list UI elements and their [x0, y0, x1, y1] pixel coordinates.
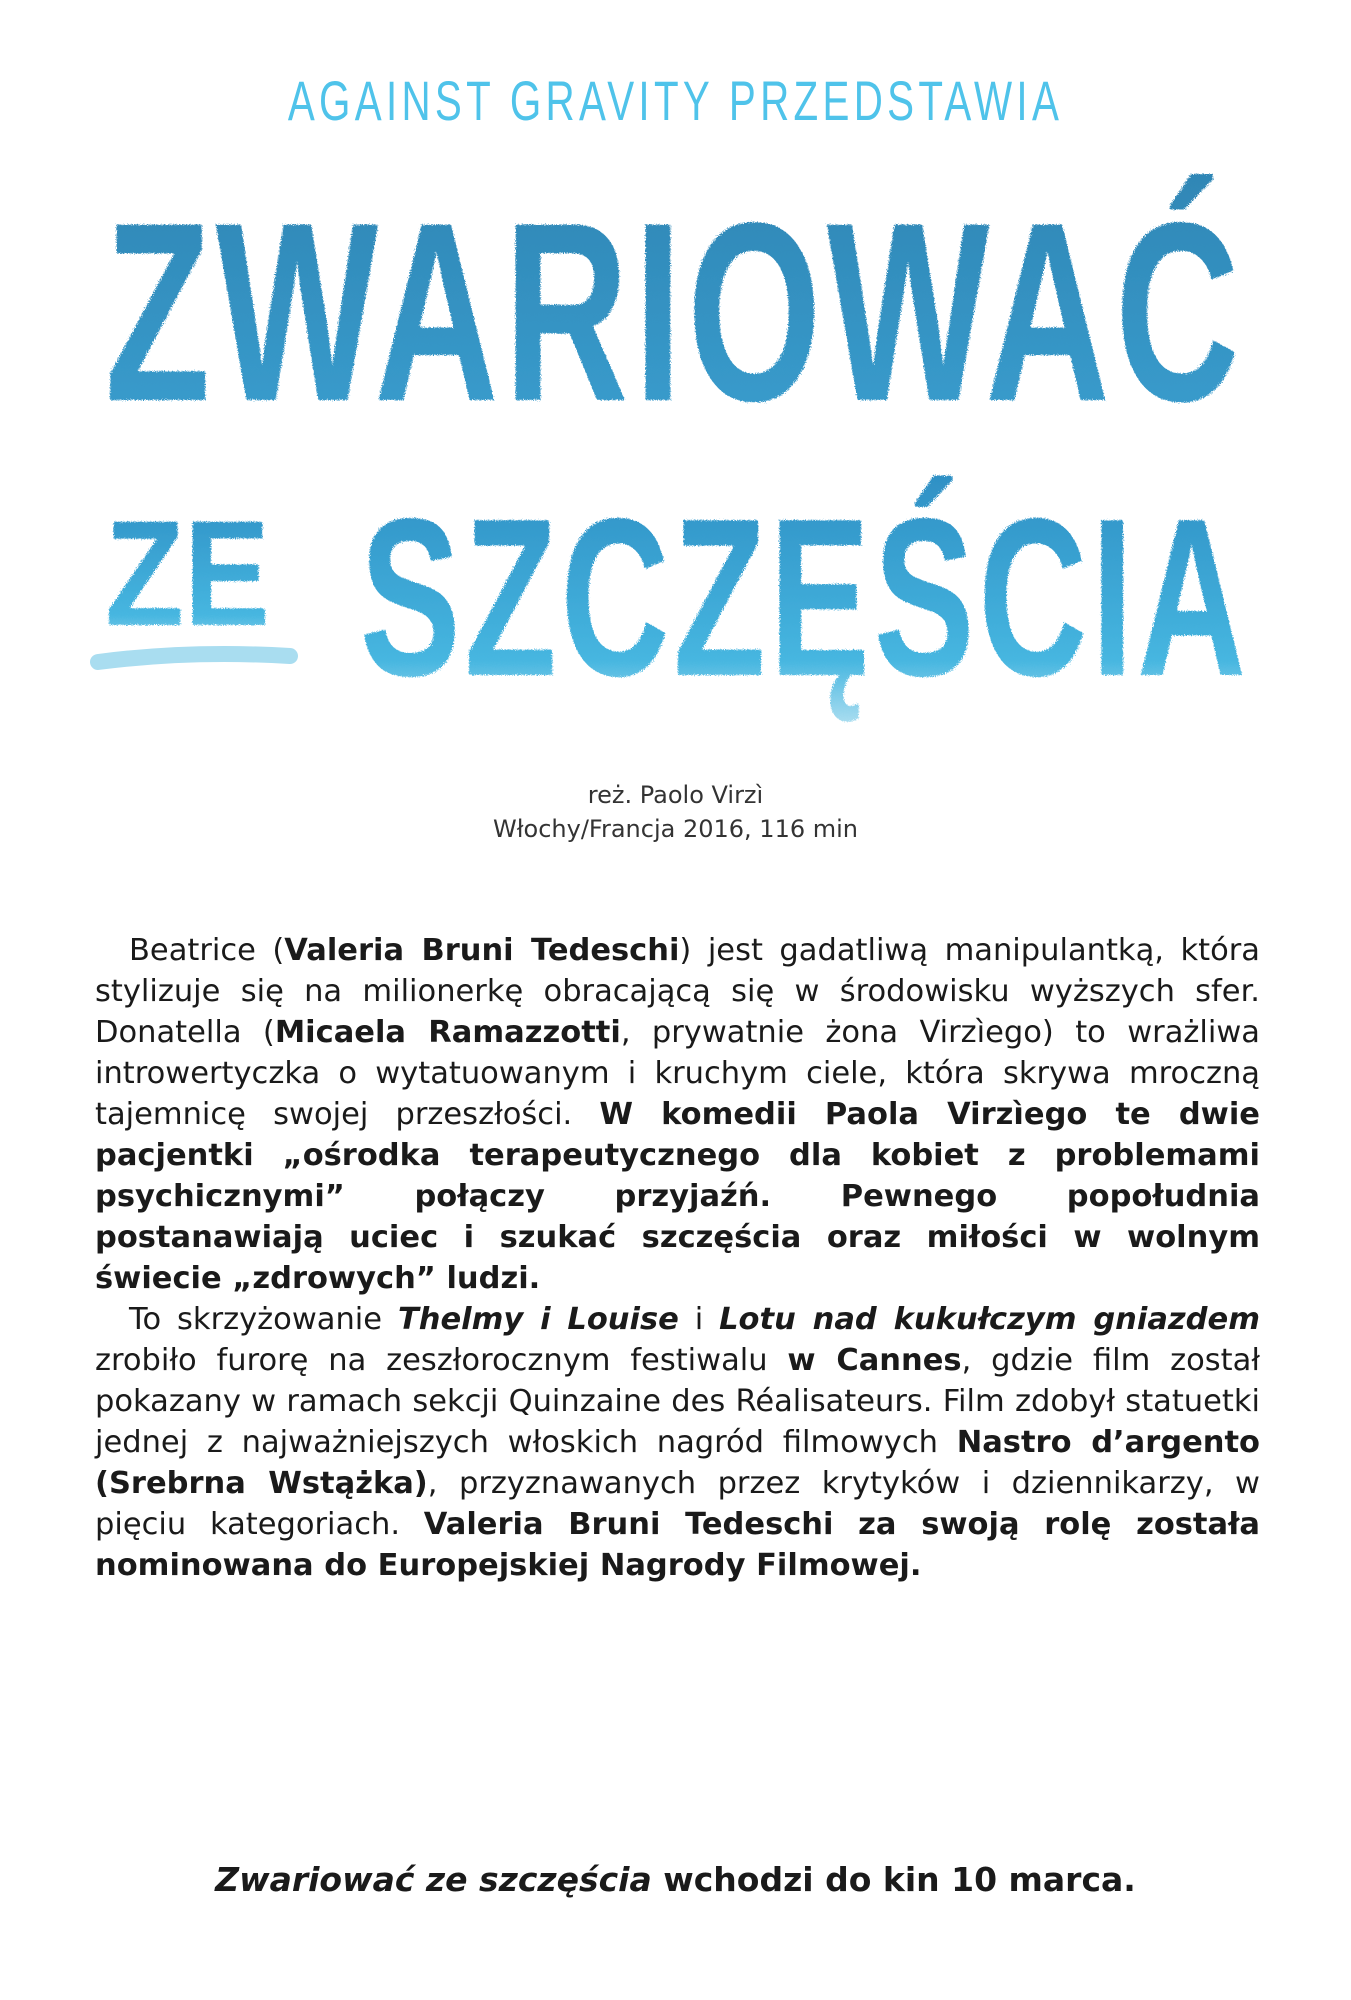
text-run: Valeria Bruni Tedeschi: [284, 933, 680, 968]
credits: [0, 778, 1351, 846]
text-run: Nastro d’argento (Srebrna Wstążka): [95, 1425, 1260, 1501]
release-date-text: wchodzi do kin 10 marca.: [651, 1860, 1136, 1899]
text-run: W komedii Paola Virzìego te dwie pacjentki „ośrodka terapeutycznego dla kobiet z problemami psychicznymi” połączy przyjaźń. Pewnego popołudnia postanawiają uciec i szukać szczęścia oraz miłości w wolnym świecie „zdrowych” ludzi.: [95, 1097, 1260, 1296]
film-title-lettering: [0, 150, 1351, 750]
release-film-title: Zwariować ze szczęścia: [215, 1860, 652, 1899]
text-run: ) jest gadatliwą manipulantką, która stylizuje się na milionerkę obracającą się w środowisku wyższych sfer. Donatella (: [95, 933, 1260, 1050]
description-paragraph-2: [95, 1299, 1260, 1586]
title-line-1: ZWARIOWAĆ: [105, 170, 1245, 455]
text-run: Micaela Ramazzotti: [274, 1015, 621, 1050]
text-run: w Cannes: [787, 1343, 962, 1378]
text-run: Beatrice (: [129, 933, 285, 968]
title-line-2-szczescia: SZCZĘŚCIA: [360, 471, 1250, 723]
text-run: Lotu nad kukułczym gniazdem: [719, 1302, 1260, 1337]
text-run: , gdzie film został pokazany w ramach sekcji Quinzaine des Réalisateurs. Film zdobył statuetki jednej z najważniejszych włoskich nagród filmowych: [95, 1343, 1260, 1460]
text-run: zrobiło furorę na zeszłorocznym festiwalu: [95, 1343, 788, 1378]
text-run: , prywatnie żona Virzìego) to wrażliwa introwertyczka o wytatuowanym i kruchym ciele, która skrywa mroczną tajemnicę swojej przeszłości.: [95, 1015, 1260, 1132]
text-run: i: [678, 1302, 720, 1337]
film-description: [95, 930, 1260, 1586]
title-line-2-ze: ZE: [105, 489, 270, 657]
director-credit: reż. Paolo Virzì: [587, 781, 764, 809]
presenter-line: AGAINST GRAVITY PRZEDSTAWIA: [287, 69, 1064, 132]
production-info: Włochy/Francja 2016, 116 min: [492, 815, 858, 843]
release-note: [0, 1860, 1351, 1899]
text-run: Valeria Bruni Tedeschi za swoją rolę została nominowana do Europejskiej Nagrody Filmowej.: [95, 1507, 1260, 1583]
description-paragraph-1: [95, 930, 1260, 1299]
text-run: To skrzyżowanie: [129, 1302, 398, 1337]
text-run: , przyznawanych przez krytyków i dziennikarzy, w pięciu kategoriach.: [95, 1466, 1260, 1542]
ze-underline-stroke: [98, 654, 290, 662]
text-run: Thelmy i Louise: [397, 1302, 679, 1337]
